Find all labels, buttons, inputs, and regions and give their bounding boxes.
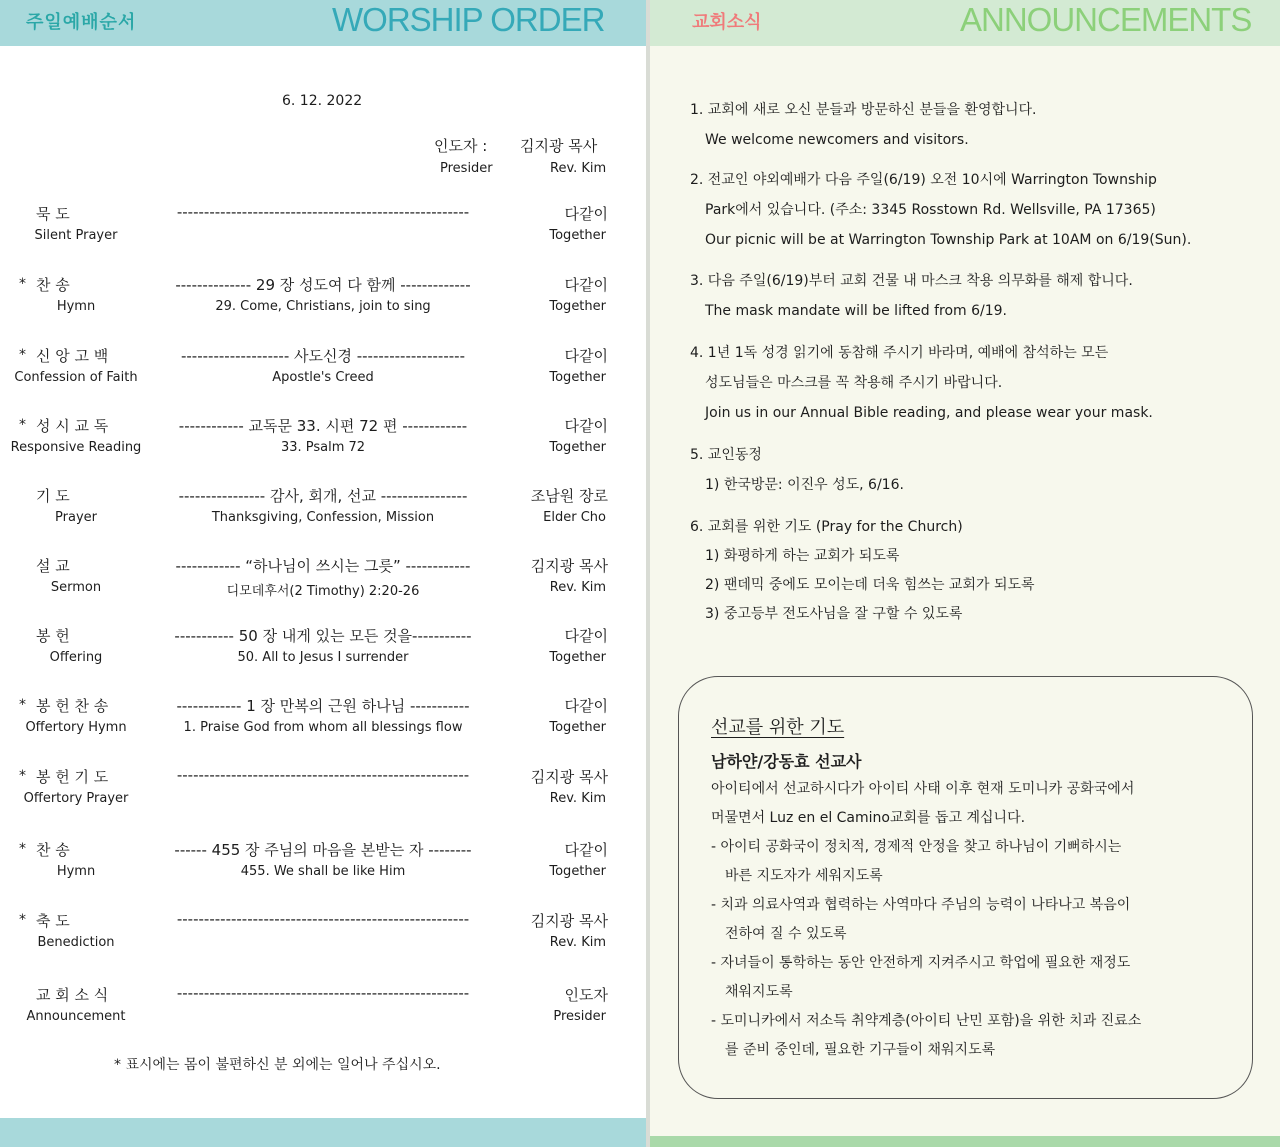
announcement-line: 3) 중고등부 전도사님을 잘 구할 수 있도록 [705, 606, 963, 622]
order-detail-en: 50. All to Jesus I surrender [237, 650, 409, 665]
order-title-kr: 교 회 소 식 [36, 986, 109, 1004]
announcements-footer-band [650, 1136, 1280, 1147]
order-leader: 김지광 목사 [530, 557, 608, 575]
worship-order-title-en: WORSHIP ORDER [332, 1, 605, 38]
order-title-kr: 설 교 [36, 557, 70, 575]
order-title-kr: 찬 송 [36, 841, 70, 859]
order-leader: 다같이 [564, 205, 608, 223]
order-title-en: Silent Prayer [34, 228, 118, 243]
service-date: 6. 12. 2022 [282, 93, 363, 109]
worship-order-header [0, 0, 646, 46]
order-leader-en: Together [549, 370, 606, 385]
order-leader: 조남원 장로 [530, 487, 608, 505]
order-title-kr: 묵 도 [36, 205, 70, 223]
order-item [0, 203, 646, 253]
announcement-line: 3. 다음 주일(6/19)부터 교회 건물 내 마스크 착용 의무화를 해제 합니다. [690, 273, 1133, 289]
announcement-item [690, 95, 1037, 155]
announcement-line: 1) 화평하게 하는 교회가 되도록 [705, 548, 900, 564]
order-leader: 다같이 [564, 841, 608, 859]
order-title-kr: 봉 헌 찬 송 [36, 697, 109, 715]
announcement-line: 1) 한국방문: 이진우 성도, 6/16. [705, 477, 904, 493]
order-leader: 다같이 [564, 627, 608, 645]
order-title-en: Announcement [26, 1009, 126, 1024]
announcements-page [650, 0, 1280, 1147]
order-item [0, 839, 646, 889]
order-leader-en: Together [549, 440, 606, 455]
order-leader-en: Together [549, 864, 606, 879]
order-title-en: Offertory Hymn [25, 720, 127, 735]
announcement-line: 1. 교회에 새로 오신 분들과 방문하신 분들을 환영합니다. [690, 102, 1037, 118]
announcement-line: We welcome newcomers and visitors. [705, 132, 969, 148]
order-leader: 다같이 [564, 276, 608, 294]
worship-order-title-kr: 주일예배순서 [26, 12, 137, 33]
order-title-kr: 봉 헌 기 도 [36, 768, 109, 786]
order-leader: 김지광 목사 [530, 912, 608, 930]
mission-body [711, 775, 1141, 1065]
order-detail-en: Apostle's Creed [272, 370, 374, 385]
order-title-kr: 찬 송 [36, 276, 70, 294]
announcement-line: The mask mandate will be lifted from 6/19. [705, 303, 1008, 319]
presider-value-en: Rev. Kim [550, 161, 607, 176]
announcement-line: 6. 교회를 위한 기도 (Pray for the Church) [690, 519, 963, 535]
order-detail: ------------ 1 장 만복의 근원 하나님 ----------- [176, 697, 470, 715]
mission-line: 채워지도록 [725, 984, 793, 1000]
standing-mark: * [19, 841, 26, 857]
standing-note: * 표시에는 몸이 불편하신 분 외에는 일어나 주십시오. [114, 1057, 441, 1073]
announcement-line: Join us in our Annual Bible reading, and please wear your mask. [705, 405, 1153, 421]
order-title-kr: 축 도 [36, 912, 70, 930]
order-leader-en: Together [549, 228, 606, 243]
order-item [0, 415, 646, 465]
order-item [0, 625, 646, 675]
announcement-line: 2) 팬데믹 중에도 모이는데 더욱 힘쓰는 교회가 되도록 [705, 577, 1035, 593]
order-leader: 인도자 [564, 986, 608, 1004]
order-item [0, 274, 646, 324]
order-item [0, 910, 646, 960]
order-detail-en: Thanksgiving, Confession, Mission [211, 510, 435, 525]
order-item [0, 485, 646, 535]
order-title-kr: 기 도 [36, 487, 70, 505]
order-leader-en: Rev. Kim [549, 791, 606, 806]
mission-line: - 도미니카에서 저소득 취약계층(아이티 난민 포함)을 위한 치과 진료소 [711, 1013, 1142, 1029]
mission-line: 아이티에서 선교하시다가 아이티 사태 이후 현재 도미니카 공화국에서 [711, 781, 1135, 797]
order-detail: ------------------------------------------------------ [176, 910, 470, 928]
order-item [0, 695, 646, 745]
presider-label: 인도자 : [434, 137, 488, 155]
order-leader: 다같이 [564, 347, 608, 365]
announcement-item [690, 513, 1035, 629]
order-leader-en: Together [549, 299, 606, 314]
order-title-en: Sermon [50, 580, 102, 595]
order-leader-en: Together [549, 720, 606, 735]
order-title-kr: 봉 헌 [36, 627, 70, 645]
standing-mark: * [19, 276, 26, 292]
order-detail: ----------- 50 장 내게 있는 모든 것을----------- [174, 627, 472, 645]
order-leader: 다같이 [564, 697, 608, 715]
announcement-line: Park에서 있습니다. (주소: 3345 Rosstown Rd. Wellsville, PA 17365) [705, 202, 1156, 218]
order-item [0, 345, 646, 395]
standing-mark: * [19, 347, 26, 363]
standing-mark: * [19, 697, 26, 713]
order-detail: ------------------------------------------------------ [176, 766, 470, 784]
order-title-en: Offering [49, 650, 103, 665]
order-leader-en: Presider [553, 1009, 606, 1024]
order-detail-en: 29. Come, Christians, join to sing [215, 299, 431, 314]
order-title-en: Responsive Reading [10, 440, 142, 455]
worship-order-footer-band [0, 1118, 646, 1147]
announcements-title-en: ANNOUNCEMENTS [960, 1, 1252, 38]
mission-line: - 치과 의료사역과 협력하는 사역마다 주님의 능력이 나타나고 복음이 [711, 897, 1131, 913]
order-title-kr: 신 앙 고 백 [36, 347, 109, 365]
order-item [0, 555, 646, 605]
order-leader-en: Elder Cho [543, 510, 606, 525]
missionary-name: 남하얀/강동효 선교사 [711, 752, 862, 771]
mission-line: - 아이티 공화국이 정치적, 경제적 안정을 찾고 하나님이 기뻐하시는 [711, 839, 1122, 855]
order-title-en: Benediction [37, 935, 115, 950]
order-title-en: Prayer [55, 510, 97, 525]
announcements-title-kr: 교회소식 [692, 12, 762, 33]
order-detail: ---------------- 감사, 회개, 선교 ---------------- [178, 487, 468, 505]
announcement-line: 2. 전교인 야외예배가 다음 주일(6/19) 오전 10시에 Warrington Township [690, 172, 1157, 188]
order-detail: -------------- 29 장 성도여 다 함께 ------------- [175, 276, 471, 294]
order-title-kr: 성 시 교 독 [36, 417, 109, 435]
announcement-line: 성도님들은 마스크를 꼭 착용해 주시기 바랍니다. [705, 375, 1003, 391]
announcement-item [690, 266, 1133, 326]
order-leader: 다같이 [564, 417, 608, 435]
announcement-item [690, 440, 904, 500]
order-detail-en: 1. Praise God from whom all blessings flow [183, 720, 463, 735]
mission-line: 를 준비 중인데, 필요한 기구들이 채워지도록 [725, 1042, 996, 1058]
order-item [0, 766, 646, 816]
order-title-en: Offertory Prayer [23, 791, 129, 806]
announcements-header [650, 0, 1280, 46]
order-detail: ------------ 교독문 33. 시편 72 편 ------------ [178, 417, 468, 435]
announcement-line: Our picnic will be at Warrington Township Park at 10AM on 6/19(Sun). [705, 232, 1192, 248]
order-leader-en: Together [549, 650, 606, 665]
order-detail: ------------------------------------------------------ [176, 203, 470, 221]
order-item [0, 984, 646, 1034]
order-title-en: Hymn [56, 299, 96, 314]
mission-prayer-box [678, 676, 1253, 1099]
order-leader: 김지광 목사 [530, 768, 608, 786]
order-detail-en: 33. Psalm 72 [280, 440, 366, 455]
announcement-item [690, 338, 1153, 428]
presider-value: 김지광 목사 [520, 137, 598, 155]
order-leader-en: Rev. Kim [549, 935, 606, 950]
announcement-line: 5. 교인동정 [690, 447, 762, 463]
mission-line: 바른 지도자가 세워지도록 [725, 868, 883, 884]
order-title-en: Hymn [56, 864, 96, 879]
order-detail: ------ 455 장 주님의 마음을 본받는 자 -------- [174, 841, 472, 859]
standing-mark: * [19, 912, 26, 928]
presider-label-en: Presider [440, 161, 493, 176]
order-leader-en: Rev. Kim [549, 580, 606, 595]
order-detail: ------------------------------------------------------ [176, 984, 470, 1002]
mission-line: 전하여 질 수 있도록 [725, 926, 847, 942]
order-title-en: Confession of Faith [14, 370, 138, 385]
order-detail: -------------------- 사도신경 -------------------- [180, 347, 465, 365]
order-detail-en: 디모데후서(2 Timothy) 2:20-26 [226, 584, 420, 599]
mission-line: - 자녀들이 통학하는 동안 안전하게 지켜주시고 학업에 필요한 재정도 [711, 955, 1131, 971]
order-detail: ------------ “하나님이 쓰시는 그릇” ------------ [175, 557, 471, 575]
announcement-line: 4. 1년 1독 성경 읽기에 동참해 주시기 바라며, 예배에 참석하는 모든 [690, 345, 1109, 361]
standing-mark: * [19, 417, 26, 433]
order-detail-en: 455. We shall be like Him [240, 864, 406, 879]
mission-title: 선교를 위한 기도 [711, 717, 845, 738]
mission-line: 머물면서 Luz en el Camino교회를 돕고 계십니다. [711, 810, 1026, 826]
standing-mark: * [19, 768, 26, 784]
announcement-item [690, 165, 1191, 255]
